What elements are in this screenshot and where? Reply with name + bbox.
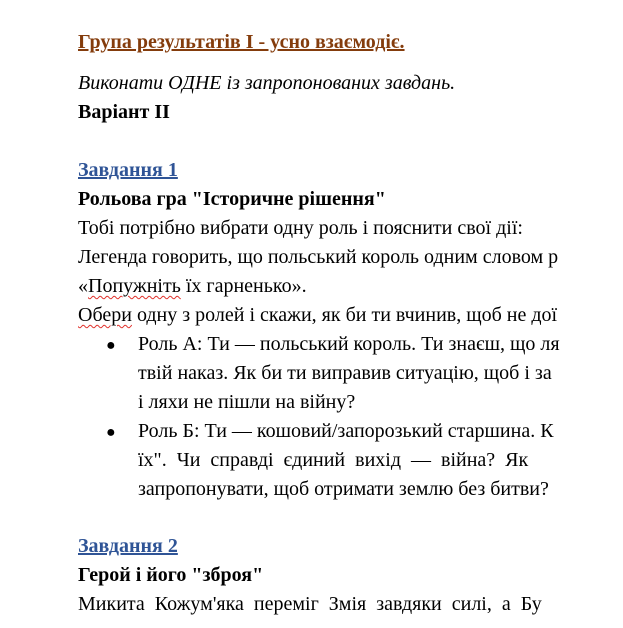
task1-intro: Тобі потрібно вибрати одну роль і пояснити свої дії:: [78, 217, 523, 239]
quote-open: «: [78, 275, 88, 297]
variant-label: Варіант ІІ: [78, 101, 170, 123]
role-b-line1: Роль Б: Ти — кошовий/запорозький старшина. К: [138, 420, 554, 442]
task1-title: Рольова гра "Історичне рішення": [78, 188, 386, 210]
role-a-line2: твій наказ. Як би ти виправив ситуацію, щоб і за: [138, 362, 552, 384]
task2-line1: Микита Кожум'яка переміг Змія завдяки силі, а Бу: [78, 593, 542, 615]
bullet-icon: ●: [106, 337, 116, 354]
task1-quote: [78, 276, 307, 296]
choose-word-misspelled: Обери: [78, 304, 132, 326]
role-a-line3: і ляхи не пішли на війну?: [138, 391, 356, 413]
task1-legend: Легенда говорить, що польський король одним словом р: [78, 246, 559, 268]
task1-choose: [78, 305, 557, 325]
role-a-line1: Роль А: Ти — польський король. Ти знаєш, що ля: [138, 333, 560, 355]
task2-heading: Завдання 2: [78, 535, 178, 557]
group-heading: Група результатів І - усно взаємодіє.: [78, 31, 405, 53]
quote-rest: їх гарненько».: [180, 275, 307, 297]
role-b-line2: їх". Чи справді єдиний вихід — війна? Як: [138, 449, 529, 471]
task1-heading: Завдання 1: [78, 159, 178, 181]
instruction-text: Виконати ОДНЕ із запропонованих завдань.: [78, 72, 456, 94]
role-b-line3: запропонувати, щоб отримати землю без битви?: [138, 478, 549, 500]
bullet-icon: ●: [106, 424, 116, 441]
quote-word-misspelled: Попужніть: [88, 275, 181, 297]
choose-rest: одну з ролей і скажи, як би ти вчинив, щоб не дої: [131, 304, 558, 326]
task2-title: Герой і його "зброя": [78, 564, 264, 586]
